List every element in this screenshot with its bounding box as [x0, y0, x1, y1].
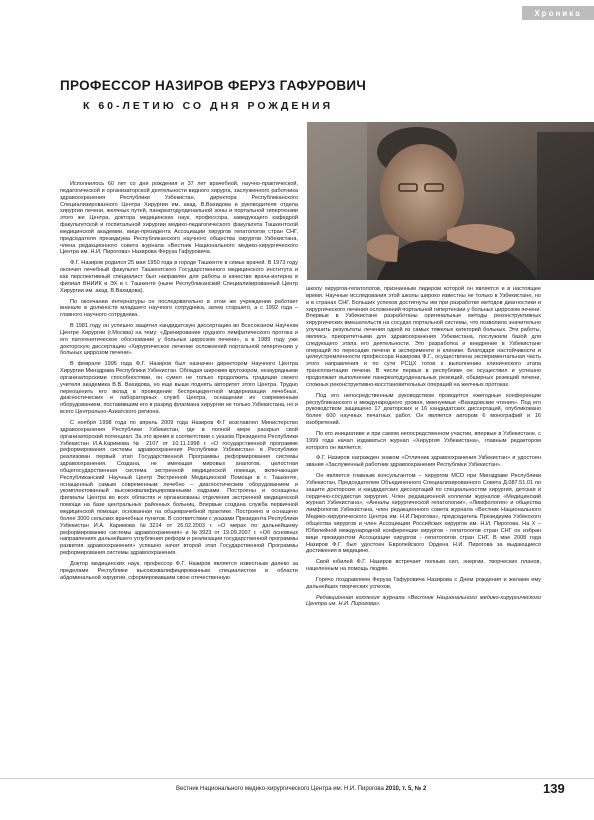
journal-name: Вестник Национального медико-хирургического Центра им. Н.И. Пирогова: [176, 786, 384, 792]
article-paragraph: Под его непосредственным руководством проводятся ежегодные конференции республиканского и международного уровня, именуемые «Вахидовские чтения». Под его руководством защищено 17 докторских и 16 кандидатских диссертаций, опубликовано более 600 научных печатных работ. Он является автором 6 монографий и 16 изобретений.: [306, 392, 541, 427]
article-paragraph: По его инициативе и при самом непосредственном участии, впервые в Узбекистане, с 1999 года начал издаваться журнал «Хирургия Узбекистана», главным редактором которого он является.: [306, 430, 541, 451]
footer-journal: [176, 786, 426, 792]
article-paragraph: Он является главным консультантом – хирургом МСО при Минздраве Республики Узбекистан, Председателем Объединенного Специализированного Совета Д.087.51.01 по защите докторских и кандидатских диссертаций по специальностям хирургия, детская и сердечно-сосудистая хирургия. Член редакционной коллегии журналов «Медицинский журнал Узбекистана», «Анналы хирургической гепатологии», «Лимфология» и общества лимфологов Узбекистана, член редакционного совета журнала «Вестник Национального Медико-хирургического Центра им. Н.И.Пирогова», председатель Президиума Узбекского общества хирургов и член Ассоциации Российских хирургов им. Н.И. Пирогова. На X – Юбилейной международной конференции хирургов - гепатологов стран СНГ он избран вице президентом Ассоциации хирургов - гепатологов стран СНГ. В мае 2008 года Назиров Ф.Г. был удостоен Европейского Ордена Н.И. Пирогова за выдающиеся достижения в медицине.: [306, 473, 541, 555]
footer-divider: [0, 778, 594, 779]
article-paragraph: Ф.Г. Назиров родился 25 мая 1950 года в городе Ташкенте в семье врачей. В 1973 году окончил лечебный факультет Ташкентского Государственного медицинского института и как перспективный специалист был направлен для работы в качестве врача-интерна в филиал ВНИИК и ЭХ в г. Ташкенте (ныне Республиканский Специализированный Центр Хирургии им. акад. В.Вахидова).: [60, 260, 298, 294]
editorial-signature: Редакционная коллегия журнала «Вестник Национального медико-хирургического Центра им. Н.И. Пирогова».: [306, 594, 541, 608]
article-paragraph: По окончании интернатуры он последовательно в этом же учреждении работает вначале в должности младшего научного сотрудника, затем старшего, а с 1992 года – главного научного сотрудника.: [60, 298, 298, 319]
portrait-photo: [307, 122, 594, 280]
article-paragraph: школу хирургов-гепатологов, признанным лидером которой он является и в настоящее время. Научные исследования этой школы широко известны не только в Узбекистане, но и в странах СНГ. Больших успехов достигнуты им при разработке методов диагностики и хирургического лечения осложнений портальной гипертензии у больных циррозом печени. Впервые в Узбекистане разработаны оригинальные методы реконструктивных хирургических вмешательств на сосудах портальной системы, что позволило значительно улучшить результаты лечения одной из самых тяжелых категорий больных. Эти работы, являясь приоритетными для здравоохранения Узбекистана, послужили базой для следующего этапа его деятельности. Это разработка и внедрение в Узбекистане операций по пересадке печени в эксперименте и клинике. Благодаря настойчивости и целеустремленности профессора Назирова Ф.Г., осуществлена экспериментальная часть этого направления и по сути РСЦХ готов к выполнению клинического этапа трансплантации печени. В числе первых в республике он осуществил и успешно продолжает выполнение панкреатодуоденальных резекций, обширных резекций печени, сложных реконструктивно-восстановительных операций на желчных протоках.: [306, 286, 541, 388]
article-paragraph: Свой юбилей Ф.Г. Назиров встречает полным сил, энергии, творческих планов, нацеленным на помощь людям.: [306, 559, 541, 573]
article-paragraph: Доктор медицинских наук, профессор Ф.Г. Назиров является известным далеко за пределами Республики высококвалифицированным специалистом в области абдоминальной хирургии, сформировавшим свою отечественную: [60, 560, 298, 581]
right-text-column: [306, 286, 541, 612]
article-paragraph: Горячо поздравляем Феруза Гафуровича Назирова с Днем рождения и желаем ему дальнейших творческих успехов.: [306, 576, 541, 590]
page-number: 139: [543, 781, 565, 796]
article-subtitle: К 60-ЛЕТИЮ СО ДНЯ РОЖДЕНИЯ: [83, 100, 334, 112]
article-paragraph: Исполнилось 60 лет со дня рождения и 37 лет врачебной, научно-практической, педагогической и организаторской деятельности видного хирурга, заслуженного работника здравоохранения Республики Узбекистан, директора Республиканского Специализированного Центра Хирургии им. акад. В.Вахидова и руководителя отдела хирургии печени, желчных путей, панкреатодуоденальной зоны и портальной гипертензии этого же Центра, доктора медицинских наук, профессора, заведующего кафедрой факультетской и госпитальной хирургии медико-педагогического факультета Ташкентской медицинской академии, вице-президента Ассоциации хирургов гепатологов стран СНГ, председателя президиума Республиканского научного общества хирургов Узбекистана, члена редакционного совета журнала «Вестник Национального медико-хирургического Центра им. Н.И. Пирогова» Назирова Феруза Гафуровича.: [60, 181, 298, 256]
issue-info: 2010, т. 5, № 2: [385, 786, 427, 792]
page-header: [0, 0, 594, 22]
article-title: ПРОФЕССОР НАЗИРОВ ФЕРУЗ ГАФУРОВИЧ: [60, 78, 367, 93]
article-paragraph: В феврале 1995 года Ф.Г. Назиров был назначен директором Научного Центра Хирургии Минздрава Республики Узбекистан. Обладая широким кругозором, незаурядными организаторскими способностями, он сумел не только продолжить традиции своего учителя академика В.В. Вахидова, но еще выше поднять авторитет этого Центра. Трудно переоценить его вклад в проведение беспрецедентной модернизации лечебных, диагностических и лабораторных служб Центра, оснащении их современным оборудованием, поставившим его в разряд флагмана хирургии не только Узбекистана, но и всего Центрально-Азиатского региона.: [60, 361, 298, 416]
article-paragraph: С ноября 1998 года по апрель 2009 года Назиров Ф.Г возглавлял Министерство здравоохранения Республики Узбекистан, где в полной мере раскрыл свой организаторский потенциал. За это время в соответствии с указом Президента Республики Узбекистан И.А.Каримова № 2107 от 10.11.1998 г. «О государственной программе реформирования системы здравоохранения Республики Узбекистан» в Республике реализован первый этап Государственной Программы реформирования системы здравоохранения. Создана, не имеющая мировых аналогов, целостная общегосударственная система экстренной медицинской помощи, включающая Республиканский Научный Центр Экстренной Медицинской Помощи в г. Ташкенте, оснащенный самым современным лечебно – диагностическим оборудованием и укомплектованный высококвалифицированными кадрами. Построены и оснащены филиалы Центра во всех областях и организованы отделения экстренной медицинской помощи на базе центральных районных больниц. Впервые создана служба первичной медицинской помощи, основанная на общеврачебной практике. Построено и оснащено более 3000 сельских врачебных пунктов. В соответствии с указами Президента Республики Узбекистан И.А. Каримова №3214 от 26.02.2003 г. «О мерах по дальнейшему реформированию системы здравоохранения» и №3923 от 19.09.2007 г. «Об основных направлениях дальнейшего углубления реформ и реализации государственной программы развития здравоохранения» успешно начат второй этап Государственной Программы реформирования системы здравоохранения.: [60, 420, 298, 557]
left-text-column: [60, 181, 298, 585]
article-paragraph: Ф.Г. Назиров награжден знаком «Отличник здравоохранения Узбекистан» и удостоен звания «Заслуженный работник здравоохранения Республики Узбекистан».: [306, 455, 541, 469]
article-paragraph: В 1981 году он успешно защитил кандидатскую диссертацию во Всесоюзном Научном Центре Хирургии (г.Москва) на тему: «Дренирование грудного лимфатического протока и его патогенетическое обоснование у больных циррозом печени», а в 1989 году уже докторскую диссертацию «Хирургическое лечение осложнений портальной гипертензии у больных циррозом печени».: [60, 323, 298, 357]
section-rubric: Хроника: [522, 6, 594, 20]
